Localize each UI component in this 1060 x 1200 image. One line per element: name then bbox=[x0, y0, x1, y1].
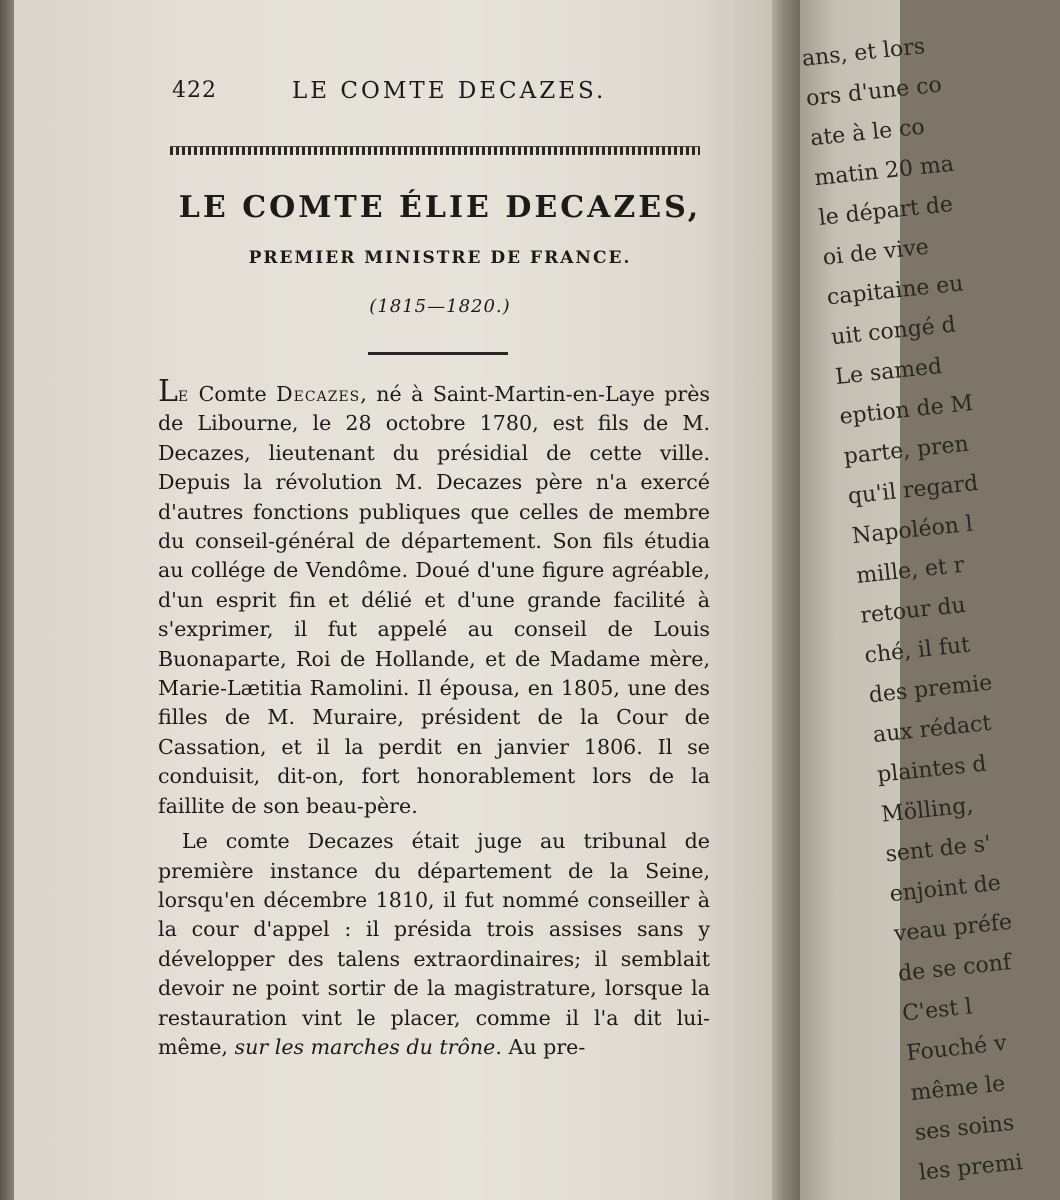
facing-line: Napoléon l bbox=[850, 511, 975, 550]
chapter-subtitle: PREMIER MINISTRE DE FRANCE. bbox=[248, 248, 632, 268]
subject-name: Decazes bbox=[276, 382, 361, 406]
facing-line: retour du bbox=[859, 592, 967, 629]
running-head bbox=[158, 74, 703, 110]
paragraph-2-text: Le comte Decazes était juge au tribunal de première instance du département de la Seine, lorsqu'en décembre 1810, il fut nommé conseiller à la cour d'appel : il présida trois assises sans y développer des talens extraordinaires; il semblait devoir ne point sortir de la magistrature, lorsque la restauration vint le placer, comme il l'a dit lui-même, bbox=[158, 829, 710, 1059]
facing-line: les premi bbox=[917, 1149, 1024, 1186]
body-text bbox=[158, 374, 710, 1062]
facing-line: Mölling, bbox=[880, 793, 975, 828]
facing-line: veau préfe bbox=[892, 909, 1014, 948]
drop-cap: L bbox=[158, 374, 178, 409]
facing-line: uit congé d bbox=[829, 312, 957, 351]
facing-line: le départ de bbox=[817, 191, 955, 231]
facing-line: Le samed bbox=[834, 354, 944, 391]
facing-line: des premie bbox=[867, 670, 994, 709]
paragraph-1 bbox=[158, 374, 710, 821]
facing-line: Fouché v bbox=[905, 1030, 1008, 1067]
facing-line: C'est l bbox=[901, 994, 974, 1027]
facing-line: de se conf bbox=[896, 950, 1013, 987]
facing-line: mille, et r bbox=[855, 552, 966, 589]
running-title: LE COMTE DECAZES. bbox=[292, 78, 607, 104]
book-gutter bbox=[772, 0, 800, 1200]
facing-line: ors d'une co bbox=[804, 72, 943, 112]
facing-line: enjoint de bbox=[888, 870, 1002, 908]
facing-line: eption de M bbox=[838, 390, 975, 430]
first-word-rest: e bbox=[177, 382, 190, 406]
facing-line: même le bbox=[909, 1071, 1007, 1107]
chapter-dates: (1815—1820.) bbox=[369, 296, 511, 317]
facing-line: oi de vive bbox=[821, 234, 930, 271]
facing-line: matin 20 ma bbox=[813, 151, 956, 192]
paragraph-1-text: , né à Saint-Martin-en-Laye près de Libourne, le 28 octobre 1780, est fils de M. Decazes, lieutenant du présidial de cette ville. Depuis la révolution M. Decazes père n'a exercé d'autres fonctions publiques que celles de membre du conseil-général de département. Son fils étudia au collége de Vendôme. Doué d'une figure agréable, d'un esprit fin et délié et d'une grande facilité à s'exprimer, il fut appelé au conseil de Louis Buonaparte, Roi de Hollande, et de Madame mère, Marie-Lætitia Ramolini. Il épousa, en 1805, une des filles de M. Muraire, président de la Cour de Cassation, et il la perdit en janvier 1806. Il se conduisit, dit-on, fort honorablement lors de la faillite de son beau-père. bbox=[158, 382, 710, 818]
facing-line: plaintes d bbox=[875, 751, 988, 788]
facing-line: ses soins bbox=[913, 1110, 1016, 1146]
paragraph-2-tail: . Au pre- bbox=[495, 1034, 586, 1059]
chapter-title: LE COMTE ÉLIE DECAZES, bbox=[178, 190, 702, 225]
facing-line: ché, il fut bbox=[863, 632, 972, 669]
facing-line: ans, et lors bbox=[800, 34, 927, 72]
facing-line: ate à le co bbox=[809, 114, 926, 152]
paragraph-1-lead: Comte bbox=[189, 382, 277, 406]
ornamental-rule bbox=[170, 146, 700, 155]
facing-line: qu'il regard bbox=[846, 470, 980, 510]
facing-line: sent de s' bbox=[884, 831, 993, 868]
paragraph-2-italic: sur les marches du trône bbox=[234, 1034, 496, 1059]
facing-line: aux rédact bbox=[871, 710, 993, 749]
facing-line: parte, pren bbox=[842, 431, 970, 470]
facing-line: capitaine eu bbox=[825, 271, 965, 311]
page-number: 422 bbox=[172, 78, 217, 103]
section-divider bbox=[368, 352, 508, 355]
paragraph-2 bbox=[158, 827, 710, 1062]
